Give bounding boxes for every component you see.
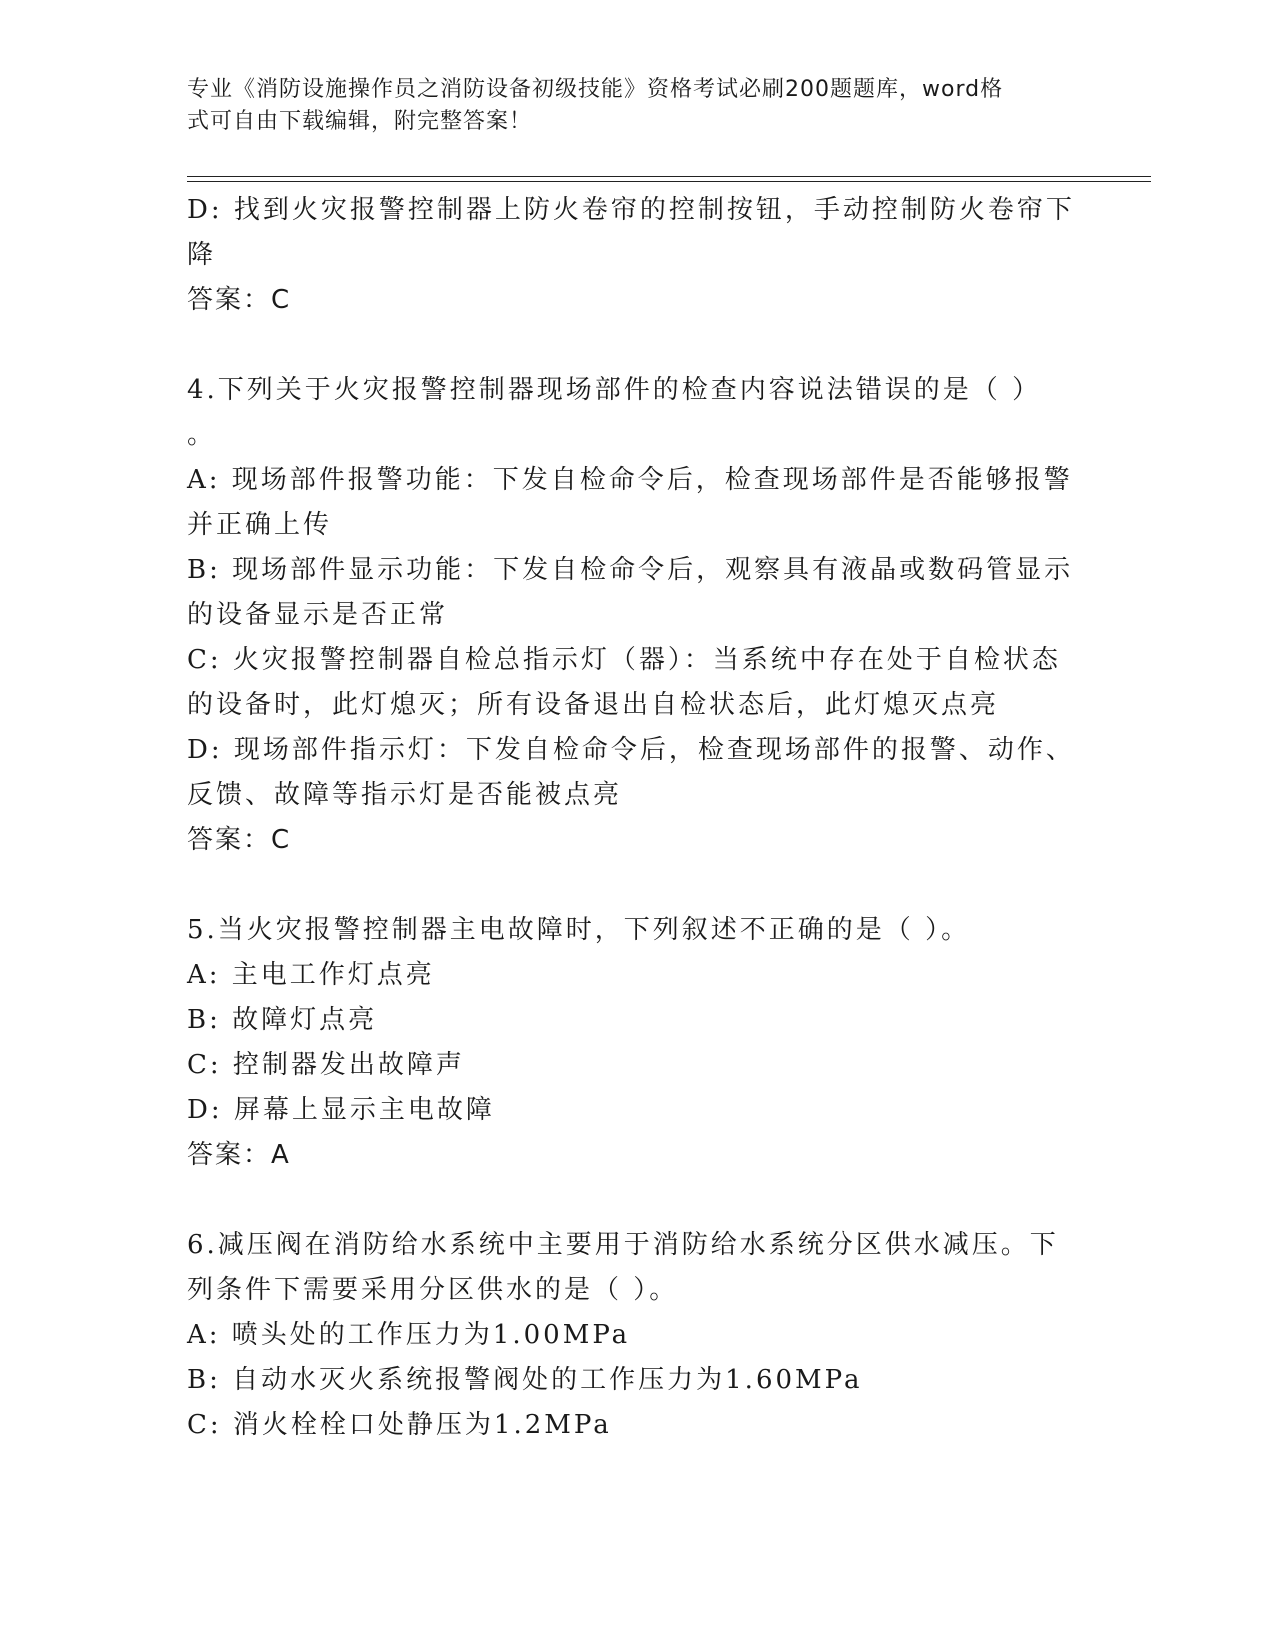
question-content [187, 188, 1087, 1448]
option-d: D: 找到火灾报警控制器上防火卷帘的控制按钮，手动控制防火卷帘下 [187, 195, 1075, 225]
header-divider-top [187, 176, 1151, 177]
option-d: D: 屏幕上显示主电故障 [187, 1095, 495, 1125]
question-3-tail [187, 188, 1087, 323]
option-a: A: 现场部件报警功能：下发自检命令后，检查现场部件是否能够报警 [187, 465, 1073, 495]
option-b: B: 自动水灭火系统报警阀处的工作压力为1.60MPa [187, 1365, 863, 1395]
header-divider-bottom [187, 181, 1151, 182]
option-d-continued: 反馈、故障等指示灯是否能被点亮 [187, 780, 623, 810]
option-a: A: 主电工作灯点亮 [187, 960, 435, 990]
header-line-2: 式可自由下载编辑，附完整答案！ [187, 109, 533, 134]
question-4 [187, 368, 1087, 863]
header-line-1: 专业《消防设施操作员之消防设备初级技能》资格考试必刷200题题库，word格 [187, 77, 1004, 102]
question-6 [187, 1223, 1087, 1448]
option-c: C: 火灾报警控制器自检总指示灯（器）：当系统中存在处于自检状态 [187, 645, 1061, 675]
question-stem: 5.当火灾报警控制器主电故障时，下列叙述不正确的是（ ）。 [187, 915, 971, 945]
option-d-continued: 降 [187, 240, 217, 270]
option-c: C: 消火栓栓口处静压为1.2MPa [187, 1410, 612, 1440]
answer: 答案：C [187, 285, 292, 315]
spacer [187, 863, 1087, 908]
question-stem-continued: 。 [187, 420, 217, 450]
question-stem: 6.减压阀在消防给水系统中主要用于消防给水系统分区供水减压。下 [187, 1230, 1059, 1260]
question-stem: 4.下列关于火灾报警控制器现场部件的检查内容说法错误的是（ ） [187, 375, 1042, 405]
answer: 答案：A [187, 1140, 291, 1170]
document-header [187, 74, 1067, 138]
option-b: B: 现场部件显示功能：下发自检命令后，观察具有液晶或数码管显示 [187, 555, 1074, 585]
spacer [187, 1178, 1087, 1223]
option-c: C: 控制器发出故障声 [187, 1050, 465, 1080]
question-5 [187, 908, 1087, 1178]
option-b-continued: 的设备显示是否正常 [187, 600, 449, 630]
option-d: D: 现场部件指示灯：下发自检命令后，检查现场部件的报警、动作、 [187, 735, 1075, 765]
option-a: A: 喷头处的工作压力为1.00MPa [187, 1320, 631, 1350]
option-b: B: 故障灯点亮 [187, 1005, 378, 1035]
question-stem-continued: 列条件下需要采用分区供水的是（ ）。 [187, 1275, 679, 1305]
spacer [187, 323, 1087, 368]
option-c-continued: 的设备时，此灯熄灭；所有设备退出自检状态后，此灯熄灭点亮 [187, 690, 1000, 720]
answer: 答案：C [187, 825, 292, 855]
option-a-continued: 并正确上传 [187, 510, 333, 540]
